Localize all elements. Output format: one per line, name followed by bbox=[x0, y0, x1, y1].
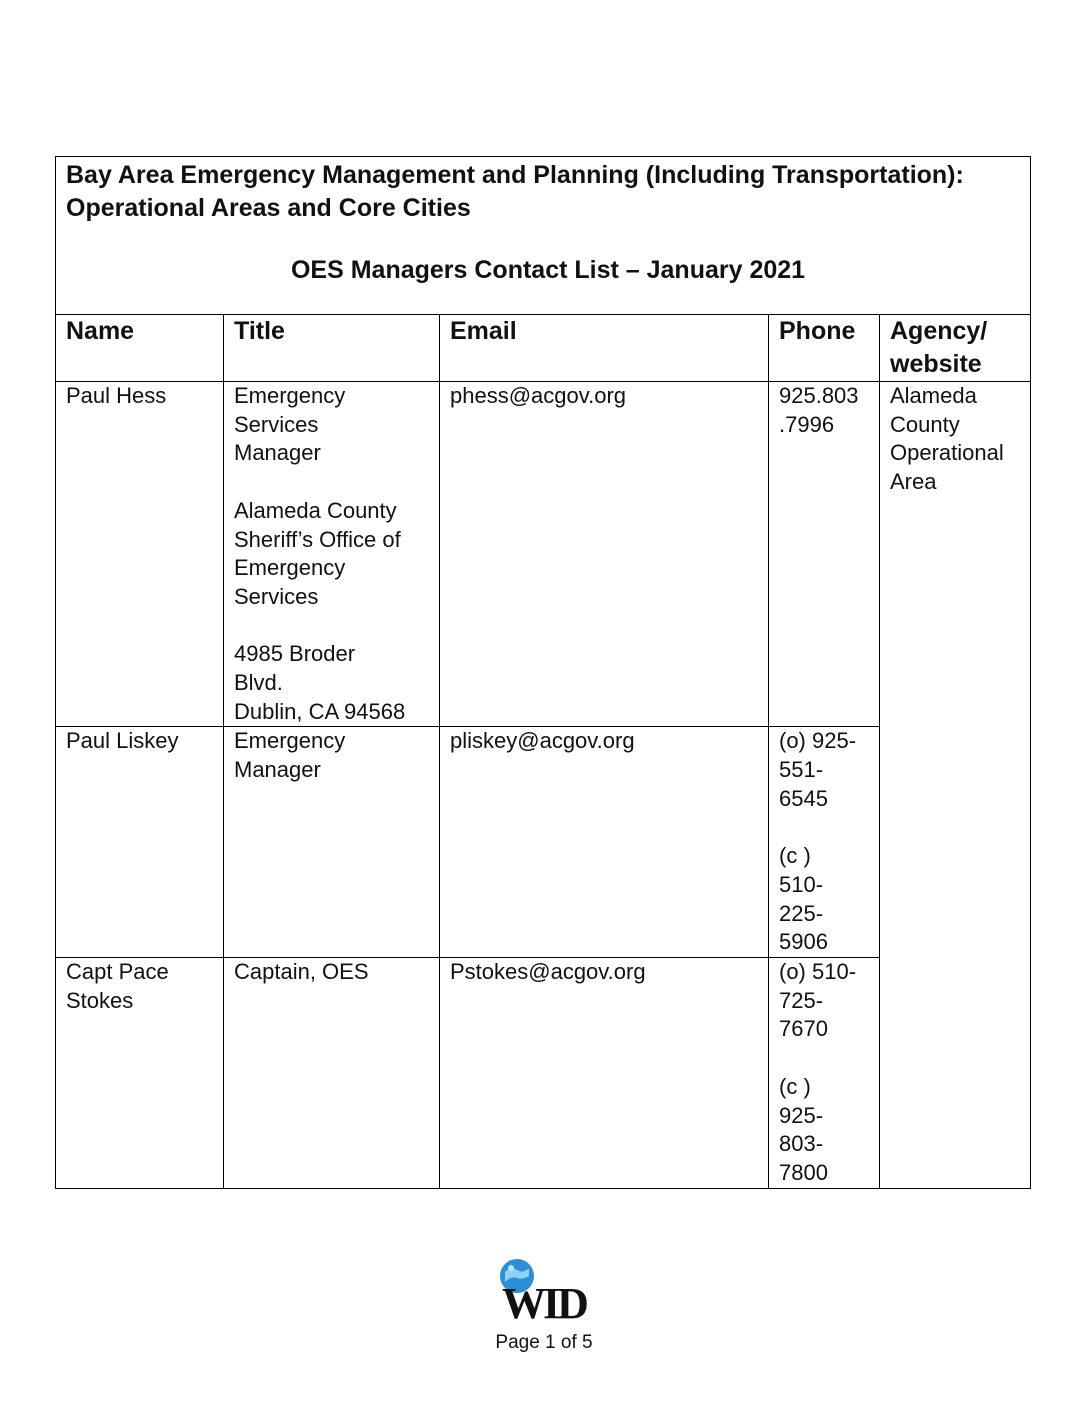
phone-line: 225- bbox=[779, 900, 824, 926]
phone-line: 5906 bbox=[779, 929, 828, 955]
agency-header-line: website bbox=[890, 350, 982, 378]
title-line: Emergency bbox=[234, 555, 346, 581]
spacer bbox=[234, 612, 439, 641]
cell-email[interactable]: pliskey@acgov.org bbox=[440, 727, 769, 958]
address-line: Blvd. bbox=[234, 670, 283, 695]
title-line: Emergency bbox=[234, 728, 346, 754]
spacer bbox=[779, 814, 879, 843]
name-line: Stokes bbox=[66, 987, 134, 1013]
title-line: Manager bbox=[234, 757, 321, 783]
agency-line: Alameda bbox=[890, 383, 977, 408]
phone-line: 510- bbox=[779, 871, 824, 897]
contact-table bbox=[55, 156, 1031, 1189]
agency-header-line: Agency/ bbox=[890, 317, 988, 345]
cell-title bbox=[224, 382, 440, 727]
agency-line: Area bbox=[890, 469, 937, 495]
table-row bbox=[56, 382, 1031, 727]
phone-line: 551- bbox=[779, 757, 824, 783]
title-line: Emergency bbox=[234, 383, 346, 408]
page-footer bbox=[0, 1256, 1088, 1354]
cell-title bbox=[224, 727, 440, 958]
phone-line: 925.803 bbox=[779, 383, 859, 408]
phone-line: 6545 bbox=[779, 785, 828, 811]
header-row bbox=[56, 315, 1031, 382]
name-line: Capt Pace bbox=[66, 959, 169, 985]
title-line: Sheriff’s Office of bbox=[234, 526, 401, 552]
agency-line: County bbox=[890, 411, 960, 437]
phone-line: (c ) bbox=[779, 843, 811, 869]
phone-line: 925- bbox=[779, 1102, 824, 1128]
spacer bbox=[779, 1044, 879, 1073]
cell-title: Captain, OES bbox=[224, 958, 440, 1189]
column-header-name: Name bbox=[56, 315, 224, 382]
column-header-title: Title bbox=[224, 315, 440, 382]
phone-line: 7670 bbox=[779, 1016, 828, 1042]
phone-line: 7800 bbox=[779, 1159, 828, 1185]
cell-name: Paul Hess bbox=[56, 382, 224, 727]
title-line: Manager bbox=[234, 440, 321, 466]
address-line: Dublin, CA 94568 bbox=[234, 698, 406, 724]
address-line: 4985 Broder bbox=[234, 641, 356, 667]
cell-phone bbox=[769, 958, 880, 1189]
logo-text: WID bbox=[502, 1279, 586, 1328]
phone-line: (o) 925- bbox=[779, 728, 857, 754]
table-heading bbox=[56, 157, 1031, 315]
title-line: Services bbox=[234, 583, 319, 609]
agency-line: Operational bbox=[890, 440, 1004, 466]
cell-name: Paul Liskey bbox=[56, 727, 224, 958]
cell-email[interactable]: Pstokes@acgov.org bbox=[440, 958, 769, 1189]
phone-line: 803- bbox=[779, 1131, 824, 1157]
cell-agency bbox=[880, 382, 1031, 1189]
phone-line: (o) 510- bbox=[779, 959, 857, 985]
cell-phone bbox=[769, 727, 880, 958]
cell-phone bbox=[769, 382, 880, 727]
phone-line: (c ) bbox=[779, 1073, 811, 1099]
document-subtitle: OES Managers Contact List – January 2021 bbox=[290, 256, 806, 284]
page-number: Page 1 of 5 bbox=[495, 1332, 593, 1353]
column-header-agency bbox=[880, 315, 1031, 382]
column-header-phone: Phone bbox=[769, 315, 880, 382]
cell-email[interactable]: phess@acgov.org bbox=[440, 382, 769, 727]
phone-line: 725- bbox=[779, 987, 824, 1013]
spacer bbox=[234, 468, 439, 497]
phone-line: .7996 bbox=[779, 411, 835, 437]
title-line: Alameda County bbox=[234, 497, 397, 523]
cell-name bbox=[56, 958, 224, 1189]
column-header-email: Email bbox=[440, 315, 769, 382]
wid-logo bbox=[489, 1256, 599, 1326]
document-title: Bay Area Emergency Management and Planning (Including Transportation): Operational Areas and Core Cities bbox=[66, 161, 964, 222]
title-line: Services bbox=[234, 411, 319, 437]
